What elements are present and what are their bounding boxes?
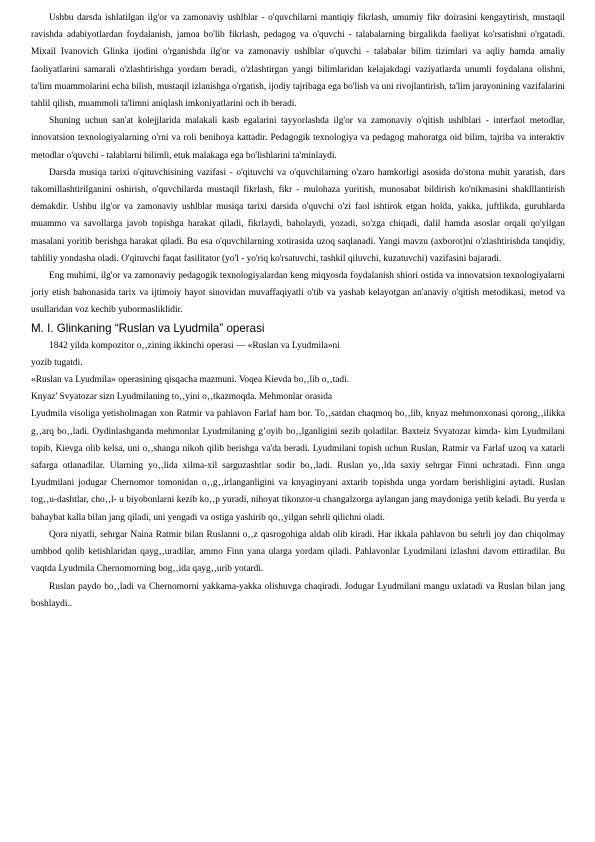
intro-line-4: Knyaz' Svyatozar sizn Lyudmilaning to‚‚yini o‚‚tkazmoqda. Mehmonlar orasida bbox=[31, 392, 333, 403]
intro-line-2: yozib tugatdi. bbox=[31, 357, 83, 368]
intro-line-3: «Ruslan va Lyudmila» operasining qisqacha mazmuni. Voqea Kievda bo‚‚lib o‚‚tadi. bbox=[31, 375, 350, 386]
paragraph-6: Qora niyatli, sehrgar Naina Ratmir bilan Ruslanni o‚‚z qasrogohiga aldab olib kiradi. Har ikkala pahlavon bu sehrli joy dan chiqolmay umbbod qolib ketishlaridan qayg‚‚uradilar, ammo Finn yana ularga yordam qiladi. Pahlavonlar Lyudmilani izlashni davom ettiradilar. Bu vaqtda Lyudmila Chernomorning bog‚‚ida qayg‚‚urib yotardi. bbox=[31, 529, 565, 575]
paragraph-7: Ruslan paydo bo‚‚ladi va Chernomorni yakkama-yakka olishuvga chaqiradi. Jodugar Lyudmilani mangu uxlatadi va Ruslan bilan jang boshlaydi.. bbox=[31, 581, 565, 609]
paragraph-2: Shuning uchun san'at kolejjlarida malakali kasb egalarini tayyorlashda ilg'or va zamonaviy o'qitish ushlblari - interfaol metodlar, innovatsion texnologiyalarning o'rni va roli benihoya kattadir. Pedagogik texnologiya va pedagog mahoratga oid bilim, tajriba va interaktiv metodlar o'quvchi - talablarni bilimli, etuk malakaga ega bo'lishlarini ta'minlaydi. bbox=[31, 116, 565, 161]
paragraph-5: Lyudmila visoliga yetisholmagan xon Ratmir va pahlavon Farlaf ham bor. To‚‚satdan chaqmoq bo‚‚lib, knyaz mehmonxonasi qorong‚‚ilikka g‚‚arq bo‚‚ladi. Oydinlashganda mehmonlar Lyudmilaning g’oyib bo‚‚lganligini sezib qoladilar. Baxteiz Svyatozar kimda- kim Lyudmilani topib, Kievga olib kelsa, uni o‚‚shanga nikoh qilib berishga va'da beradi. Lyudmilani topish uchun Ruslan, Ratmir va Farlaf uzoq va xatarli safarga otlanadilar. Ularning yo‚‚lida xilma-xil sarguzashtlar sodir bo‚‚ladi. Ruslan yo‚‚lda saxiy sehrgar Finni uchratadi. Finn unga Lyudmilani jodugar Chernomor tomonidan o‚‚g‚‚irlanganligini va knyaginyani axtarib topishda unga yordam berishligini aytadi. Ruslan tog‚‚u-dashtlar, cho‚‚l- u biyobonlarni kezib ko‚‚p yuradi, nihoyat tikonzor-u changalzorga aylangan jang maydoniga yetib keladi. Bu yerda u bahaybat kalla bilan jang qiladi, uni yengadi va ostiga yashirib qo‚‚yilgan sehrli qilichni oladi. bbox=[31, 409, 565, 523]
intro-line-1: 1842 yilda kompozitor o‚‚zining ikkinchi operasi — «Ruslan va Lyudmila»ni bbox=[49, 340, 340, 351]
paragraph-1: Ushbu darsda ishlatilgan ilg'or va zamonaviy ushlblar - o'quvchilarni mantiqiy fikrlash, umumiy fikr doirasini kengaytirish, mustaqil ravishda adabiyotlardan foydalanish, jamoa bo'lib fikrlash, pedagog va o'quvchi - talabalarning birgalikda faoliyat ko'rsatishni o'rgatadi. Mixail Ivanovich Glinka ijodini o'rganishda ilg'or va zamonaviy ushlblar o'quvchi - talabalar bilim tizimlari va aqliy hamda amaliy faoliyatlarini samarali o'zlashtirishga yordam beradi, o'zlashtirgan yangi bilimlaridan kelajakdagi vaziyatlarda unumli foydalana olishni, ta'lim muammolarini echa bilish, mustaqil izlanishga o'rgatish, ijodiy tajribaga ega bo'lish va uni rivojlantirish, ta'lim jarayonining vazifalarini tahlil qilish, muammoli ta'limni aniqlash imkoniyatlarini och ib beradi. bbox=[31, 13, 565, 110]
paragraph-4: Eng muhimi, ilg'or va zamonaviy pedagogik texnologiyalardan keng miqyosda foydalanish shiori ostida va innovatsion texnologiyalarni joriy etish bahonasida tarix va ijtimoiy hayot sinovidan muvaffaqiyatli o'tib va yashab kelayotgan an'anaviy o'qitish metodikasi, metod va usullaridan voz kechib yubormasliklidir. bbox=[31, 271, 565, 316]
paragraph-3: Darsda musiqa tarixi o'qituvchisining vazifasi - o'qituvchi va o'quvchilarning o'zaro hamkorligi asosida do'stona muhit yaratish, dars takomillashtirilganini oshirish, o'quvchilarda mustaqil fikrlash, fikr - mulohaza yuritish, munosabat bildirish ko'nikmasini shaklllantirish demakdir. Ushbu ilg'or va zamonaviy ushlblar musiqa tarixi darsida o'quvchi o'zi faol ishtirok etgan holda, yakka, juftlikda, guruhlarda muammo va savollarga javob topishga harakat qiladi, fikrlaydi, baholaydi, yozadi, so'zga chiqadi, dalil hamda asoslar orqali qo'yilgan masalani yoritib berishga harakat qiladi. Bu esa o'quvchilarning xotirasida uzoq saqlanadi. Yangi mavzu (axborot)ni o'zlashtirishda tanqidiy, tahliliy yondasha oladi. O'qituvchi faqat fasilitator (yo'l - yo'riq ko'rsatuvchi, tashkil qiluvchi, kuzatuvchi) vazifasini bajaradi. bbox=[31, 167, 565, 264]
section-heading: M. I. Glinkaning “Ruslan va Lyudmila” operasi bbox=[31, 321, 265, 335]
